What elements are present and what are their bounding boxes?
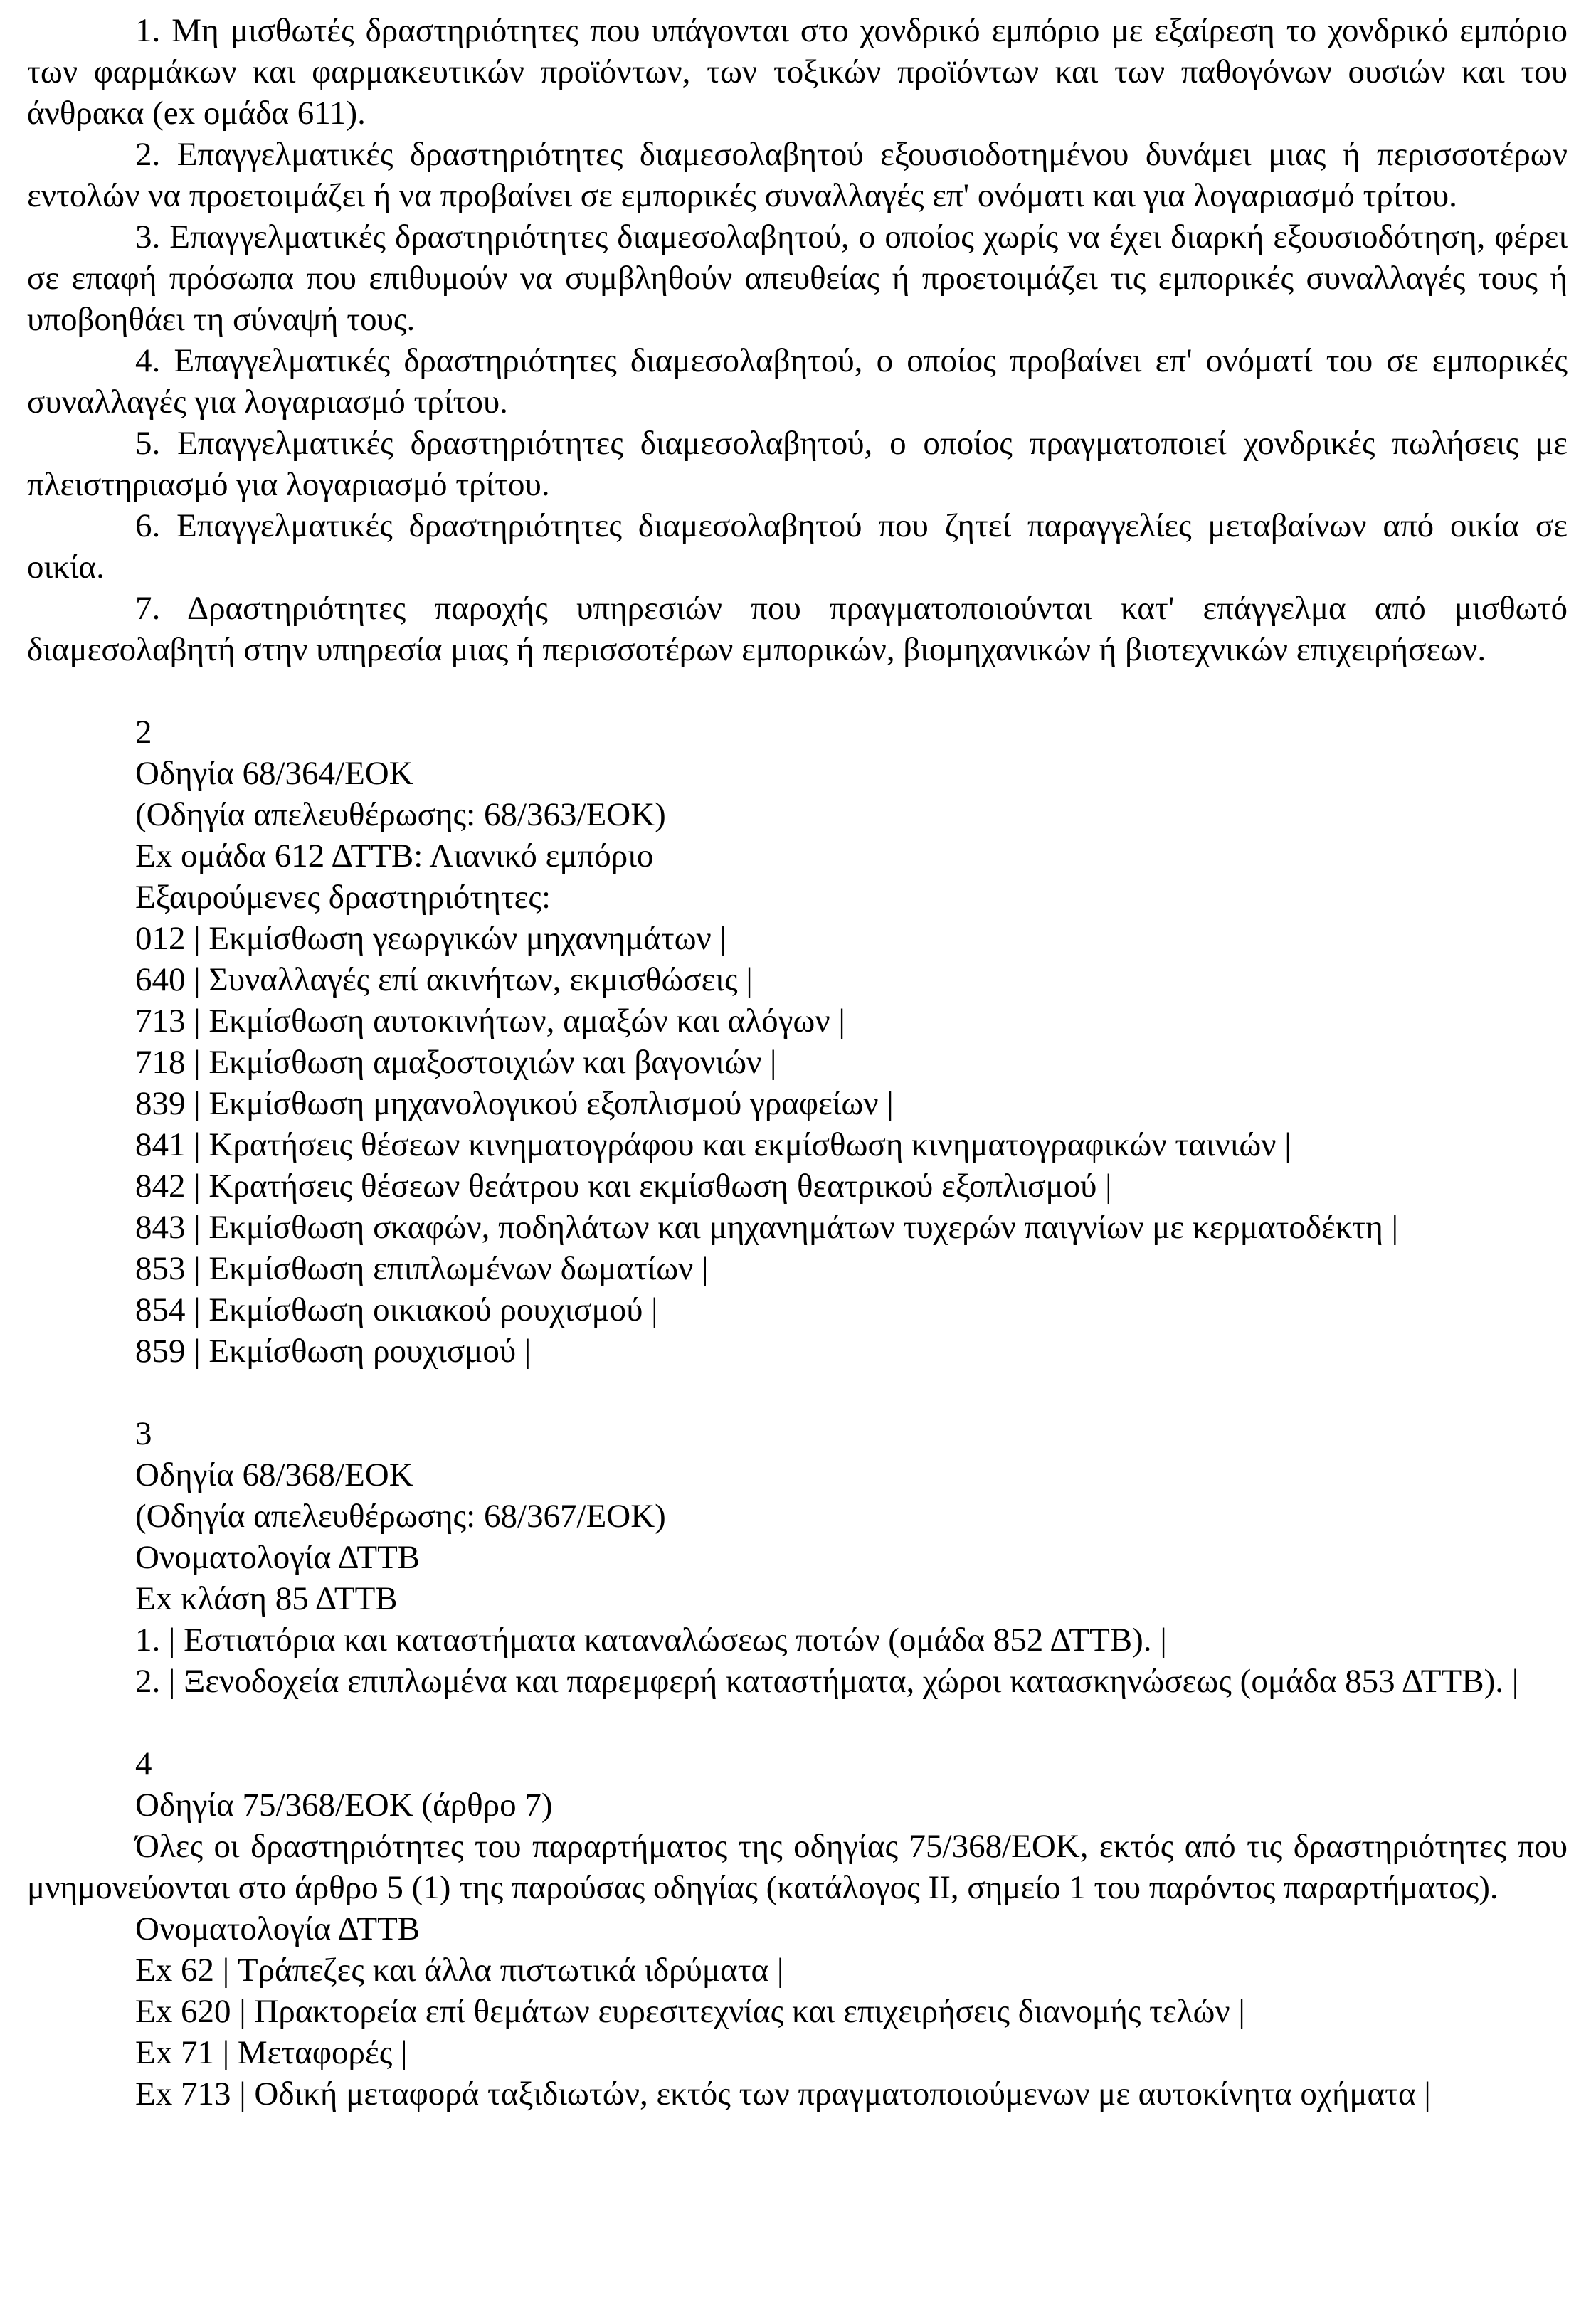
intro-paragraph-1: 1. Μη μισθωτές δραστηριότητες που υπάγονται στο χονδρικό εμπόριο με εξαίρεση το χονδρικό εμπόριο των φαρμάκων και φαρμακευτικών προϊόντων, των τοξικών προϊόντων και των παθογόνων ουσιών και του άνθρακα (ex ομάδα 611). [27,12,1568,132]
intro-paragraph-6: 6. Επαγγελματικές δραστηριότητες διαμεσολαβητού που ζητεί παραγγελίες μεταβαίνων από οικία σε οικία. [27,507,1568,586]
section-4 [27,1743,1568,2115]
list-item: Ex 71 | Μεταφορές | [135,2034,408,2071]
directive-title: Οδηγία 68/368/ΕΟΚ [135,1456,413,1493]
liberation-directive: (Οδηγία απελευθέρωσης: 68/367/ΕΟΚ) [135,1498,666,1535]
intro-paragraph-2: 2. Επαγγελματικές δραστηριότητες διαμεσολαβητού εξουσιοδοτημένου δυνάμει μιας ή περισσοτέρων εντολών να προετοιμάζει ή να προβαίνει σε εμπορικές συναλλαγές επ' ονόματι και για λογαριασμό τρίτου. [27,136,1568,214]
directive-title: Οδηγία 75/368/ΕΟΚ (άρθρο 7) [135,1787,553,1824]
list-item: Ex 620 | Πρακτορεία επί θεμάτων ευρεσιτεχνίας και επιχειρήσεις διανομής τελών | [135,1993,1245,2030]
intro-list [27,10,1568,670]
list-item: 1. | Εστιατόρια και καταστήματα καταναλώσεως ποτών (ομάδα 852 ΔΤΤΒ). | [135,1622,1167,1659]
list-item: 839 | Εκμίσθωση μηχανολογικού εξοπλισμού γραφείων | [135,1085,894,1122]
excluded-label: Εξαιρούμενες δραστηριότητες: [135,879,551,916]
section-number: 3 [135,1415,152,1452]
intro-paragraph-7: 7. Δραστηριότητες παροχής υπηρεσιών που πραγματοποιούνται κατ' επάγγελμα από μισθωτό διαμεσολαβητή στην υπηρεσία μιας ή περισσοτέρων εμπορικών, βιομηχανικών ή βιοτεχνικών επιχειρήσεων. [27,590,1568,668]
liberation-directive: (Οδηγία απελευθέρωσης: 68/363/ΕΟΚ) [135,796,666,833]
section-3 [27,1413,1568,1702]
list-item: Ex 713 | Οδική μεταφορά ταξιδιωτών, εκτός των πραγματοποιούμενων με αυτοκίνητα οχήματα | [135,2075,1431,2112]
list-item: 842 | Κρατήσεις θέσεων θεάτρου και εκμίσθωση θεατρικού εξοπλισμού | [135,1168,1112,1205]
intro-paragraph-4: 4. Επαγγελματικές δραστηριότητες διαμεσολαβητού, ο οποίος προβαίνει επ' ονόματί του σε εμπορικές συναλλαγές για λογαριασμό τρίτου. [27,342,1568,420]
directive-title: Οδηγία 68/364/ΕΟΚ [135,755,413,792]
section-number: 2 [135,714,152,751]
list-item: 713 | Εκμίσθωση αυτοκινήτων, αμαξών και αλόγων | [135,1003,845,1040]
list-item: Ex 62 | Τράπεζες και άλλα πιστωτικά ιδρύματα | [135,1952,784,1989]
excluded-activities-list [27,918,1568,1372]
list-item: 843 | Εκμίσθωση σκαφών, ποδηλάτων και μηχανημάτων τυχερών παιγνίων με κερματοδέκτη | [135,1209,1399,1246]
list-item: 853 | Εκμίσθωση επιπλωμένων δωματίων | [135,1250,709,1287]
class-heading: Ex κλάση 85 ΔΤΤΒ [135,1580,398,1617]
list-item: 859 | Εκμίσθωση ρουχισμού | [135,1333,532,1370]
list-item: 854 | Εκμίσθωση οικιακού ρουχισμού | [135,1291,658,1328]
nomenclature-heading: Ονοματολογία ΔΤΤΒ [135,1910,421,1947]
section-description: Όλες οι δραστηριότητες του παραρτήματος της οδηγίας 75/368/ΕΟΚ, εκτός από τις δραστηριότητες που μνημονεύονται στο άρθρο 5 (1) της παρούσας οδηγίας (κατάλογος ΙΙ, σημείο 1 του παρόντος παραρτήματος). [27,1828,1568,1906]
list-item: 012 | Εκμίσθωση γεωργικών μηχανημάτων | [135,920,726,957]
list-item: 640 | Συναλλαγές επί ακινήτων, εκμισθώσεις | [135,961,753,998]
section-2 [27,712,1568,1372]
section-number: 4 [135,1745,152,1782]
intro-paragraph-5: 5. Επαγγελματικές δραστηριότητες διαμεσολαβητού, ο οποίος πραγματοποιεί χονδρικές πωλήσεις με πλειστηριασμό για λογαριασμό τρίτου. [27,425,1568,503]
group-heading: Ex ομάδα 612 ΔΤΤΒ: Λιανικό εμπόριο [135,837,654,874]
nomenclature-heading: Ονοματολογία ΔΤΤΒ [135,1539,421,1576]
intro-paragraph-3: 3. Επαγγελματικές δραστηριότητες διαμεσολαβητού, ο οποίος χωρίς να έχει διαρκή εξουσιοδότηση, φέρει σε επαφή πρόσωπα που επιθυμούν να συμβληθούν απευθείας ή προετοιμάζει τις εμπορικές συναλλαγές τους ή υποβοηθάει τη σύναψή τους. [27,218,1568,338]
list-item: 718 | Εκμίσθωση αμαξοστοιχιών και βαγονιών | [135,1044,777,1081]
list-item: 841 | Κρατήσεις θέσεων κινηματογράφου και εκμίσθωση κινηματογραφικών ταινιών | [135,1126,1291,1163]
list-item: 2. | Ξενοδοχεία επιπλωμένα και παρεμφερή καταστήματα, χώροι κατασκηνώσεως (ομάδα 853 ΔΤΤΒ). | [135,1663,1519,1700]
